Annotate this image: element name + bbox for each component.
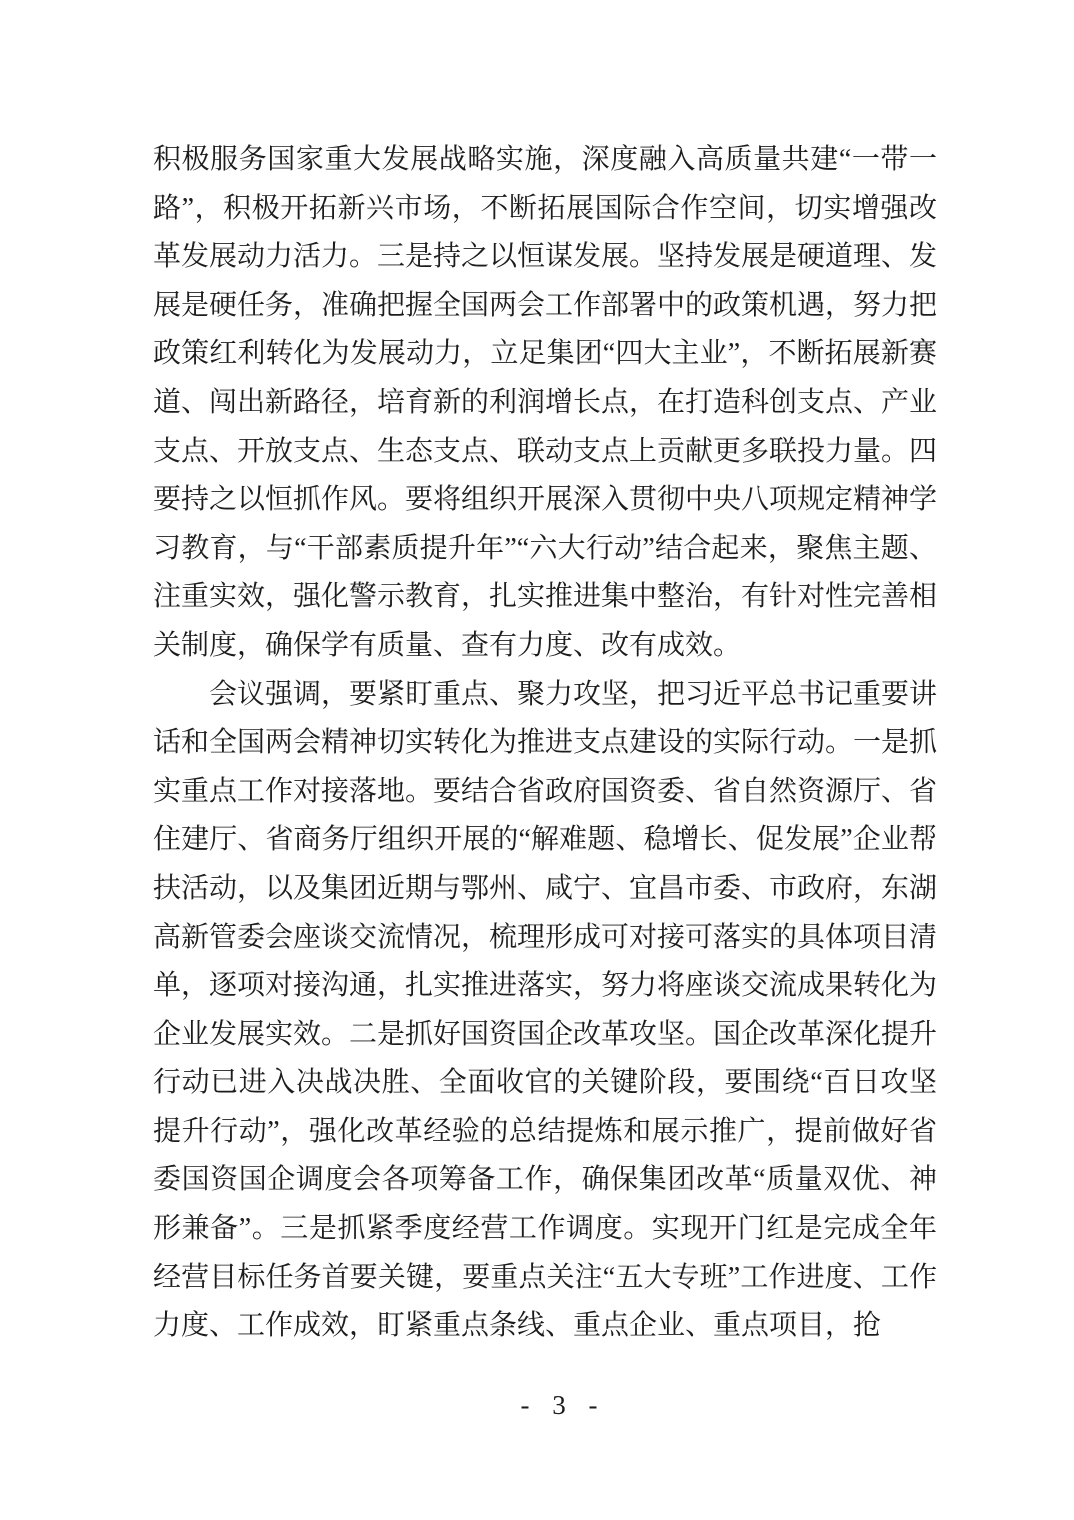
- paragraph-meeting-emphasis: 会议强调，要紧盯重点、聚力攻坚，把习近平总书记重要讲话和全国两会精神切实转化为推进支点建设的实际行动。一是抓实重点工作对接落地。要结合省政府国资委、省自然资源厅、省住建厅、省商务厅组织开展的“解难题、稳增长、促发展”企业帮扶活动，以及集团近期与鄂州、咸宁、宜昌市委、市政府，东湖高新管委会座谈交流情况，梳理形成可对接可落实的具体项目清单，逐项对接沟通，扎实推进落实，努力将座谈交流成果转化为企业发展实效。二是抓好国资国企改革攻坚。国企改革深化提升行动已进入决战决胜、全面收官的关键阶段，要围绕“百日攻坚提升行动”，强化改革经验的总结提炼和展示推广，提前做好省委国资国企调度会各项筹备工作，确保集团改革“质量双优、神形兼备”。三是抓紧季度经营工作调度。实现开门红是完成全年经营目标任务首要关键，要重点关注“五大专班”工作进度、工作力度、工作成效，盯紧重点条线、重点企业、重点项目，抢: [153, 678, 938, 1342]
- page-number: - 3 -: [520, 1390, 600, 1420]
- document-body: [153, 136, 937, 1351]
- paragraph-continuation: 积极服务国家重大发展战略实施，深度融入高质量共建“一带一路”，积极开拓新兴市场，不断拓展国际合作空间，切实增强改革发展动力活力。三是持之以恒谋发展。坚持发展是硬道理、发展是硬任务，准确把握全国两会工作部署中的政策机遇，努力把政策红利转化为发展动力，立足集团“四大主业”，不断拓展新赛道、闯出新路径，培育新的利润增长点，在打造科创支点、产业支点、开放支点、生态支点、联动支点上贡献更多联投力量。四要持之以恒抓作风。要将组织开展深入贯彻中央八项规定精神学习教育，与“干部素质提升年”“六大行动”结合起来，聚焦主题、注重实效，强化警示教育，扎实推进集中整治，有针对性完善相关制度，确保学有质量、查有力度、改有成效。: [153, 144, 938, 661]
